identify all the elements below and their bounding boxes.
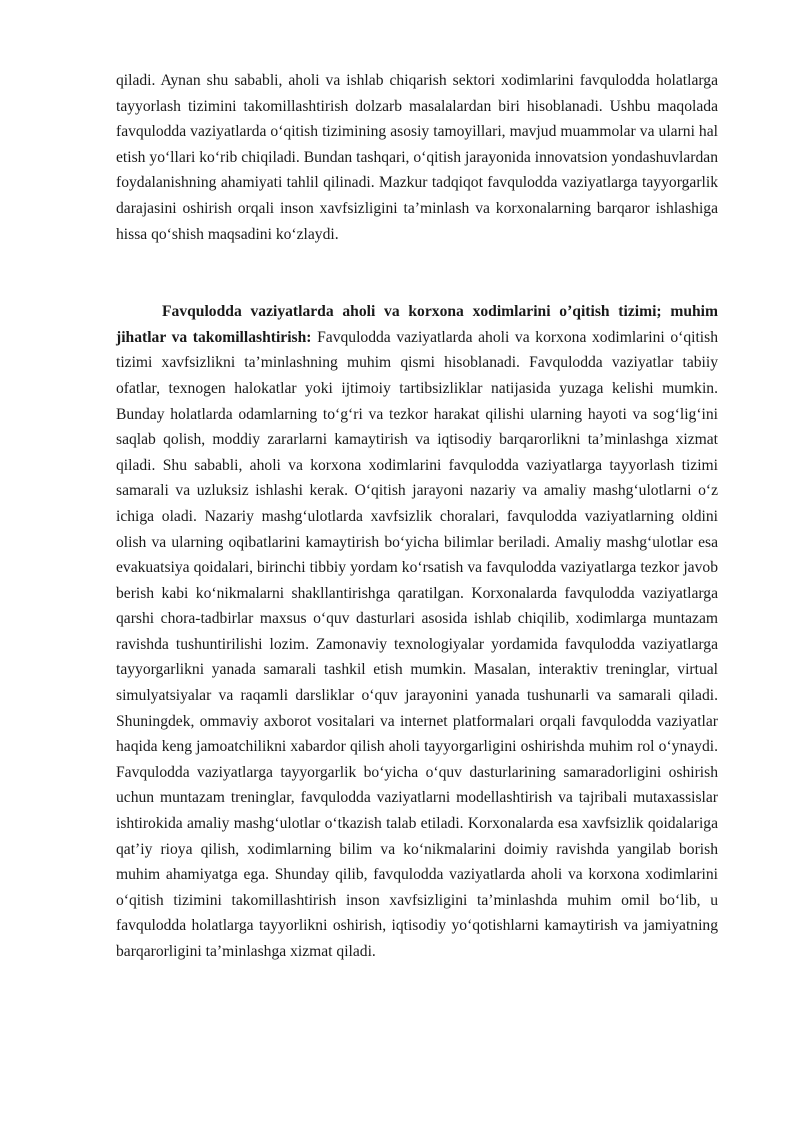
section-body: Favqulodda vaziyatlarda aholi va korxona xodimlarini o‘qitish tizimi xavfsizlikni ta’minlashning muhim qismi hisoblanadi. Favqulodda vaziyatlar tabiiy ofatlar, texnogen halokatlar yoki ijtimoiy tartibsizliklar natijasida yuzaga kelishi mumkin. Bunday holatlarda odamlarning to‘g‘ri va tezkor harakat qilishi ularning hayoti va sog‘lig‘ini saqlab qolish, moddiy zararlarni kamaytirish va iqtisodiy barqarorlikni ta’minlashga xizmat qiladi. Shu sababli, aholi va korxona xodimlarini favqulodda vaziyatlarga tayyorlash tizimi samarali va uzluksiz ishlashi kerak. O‘qitish jarayoni nazariy va amaliy mashg‘ulotlarni o‘z ichiga oladi. Nazariy mashg‘ulotlarda xavfsizlik choralari, favqulodda vaziyatlarning oldini olish va ularning oqibatlarini kamaytirish bo‘yicha bilimlar beriladi. Amaliy mashg‘ulotlar esa evakuatsiya qoidalari, birinchi tibbiy yordam ko‘rsatish va favqulodda vaziyatlarga tezkor javob berish kabi ko‘nikmalarni shakllantirishga qaratilgan. Korxonalarda favqulodda vaziyatlarga qarshi chora-tadbirlar maxsus o‘quv dasturlari asosida ishlab chiqilib, xodimlarga muntazam ravishda tushuntirilishi lozim. Zamonaviy texnologiyalar yordamida favqulodda vaziyatlarga tayyorgarlikni yanada samarali tashkil etish mumkin. Masalan, interaktiv treninglar, virtual simulyatsiyalar va raqamli darsliklar o‘quv jarayonini yanada tushunarli va samarali qiladi. Shuningdek, ommaviy axborot vositalari va internet platformalari orqali favqulodda vaziyatlar haqida keng jamoatchilikni xabardor qilish aholi tayyorgarligini oshirishda muhim rol o‘ynaydi. Favqulodda vaziyatlarga tayyorgarlik bo‘yicha o‘quv dasturlarining samaradorligini oshirish uchun muntazam treninglar, favqulodda vaziyatlarni modellashtirish va tajribali mutaxassislar ishtirokida amaliy mashg‘ulotlar o‘tkazish talab etiladi. Korxonalarda esa xavfsizlik qoidalariga qat’iy rioya qilish, xodimlarning bilim va ko‘nikmalarini doimiy ravishda yangilab borish muhim ahamiyatga ega. Shunday qilib, favqulodda vaziyatlarda aholi va korxona xodimlarini o‘qitish tizimini takomillashtirish inson xavfsizligini ta’minlashda muhim omil bo‘lib, u favqulodda holatlarga tayyorlikni oshirish, iqtisodiy yo‘qotishlarni kamaytirish va jamiyatning barqarorligini ta’minlashga xizmat qiladi. <box>116 328 719 960</box>
section-paragraph <box>116 299 718 964</box>
section-heading: Favqulodda vaziyatlarda aholi va korxona xodimlarini o’qitish tizimi; muhim jihatlar va takomillashtirish: <box>116 303 718 346</box>
intro-paragraph: qiladi. Aynan shu sababli, aholi va ishlab chiqarish sektori xodimlarini favqulodda holatlarga tayyorlash tizimini takomillashtirish dolzarb masalalardan biri hisoblanadi. Ushbu maqolada favqulodda vaziyatlarda o‘qitish tizimining asosiy tamoyillari, mavjud muammolar va ularni hal etish yo‘llari ko‘rib chiqiladi. Bundan tashqari, o‘qitish jarayonida innovatsion yondashuvlardan foydalanishning ahamiyati tahlil qilinadi. Mazkur tadqiqot favqulodda vaziyatlarga tayyorgarlik darajasini oshirish orqali inson xavfsizligini ta’minlash va korxonalarning barqaror ishlashiga hissa qo‘shish maqsadini ko‘zlaydi. <box>116 72 718 243</box>
